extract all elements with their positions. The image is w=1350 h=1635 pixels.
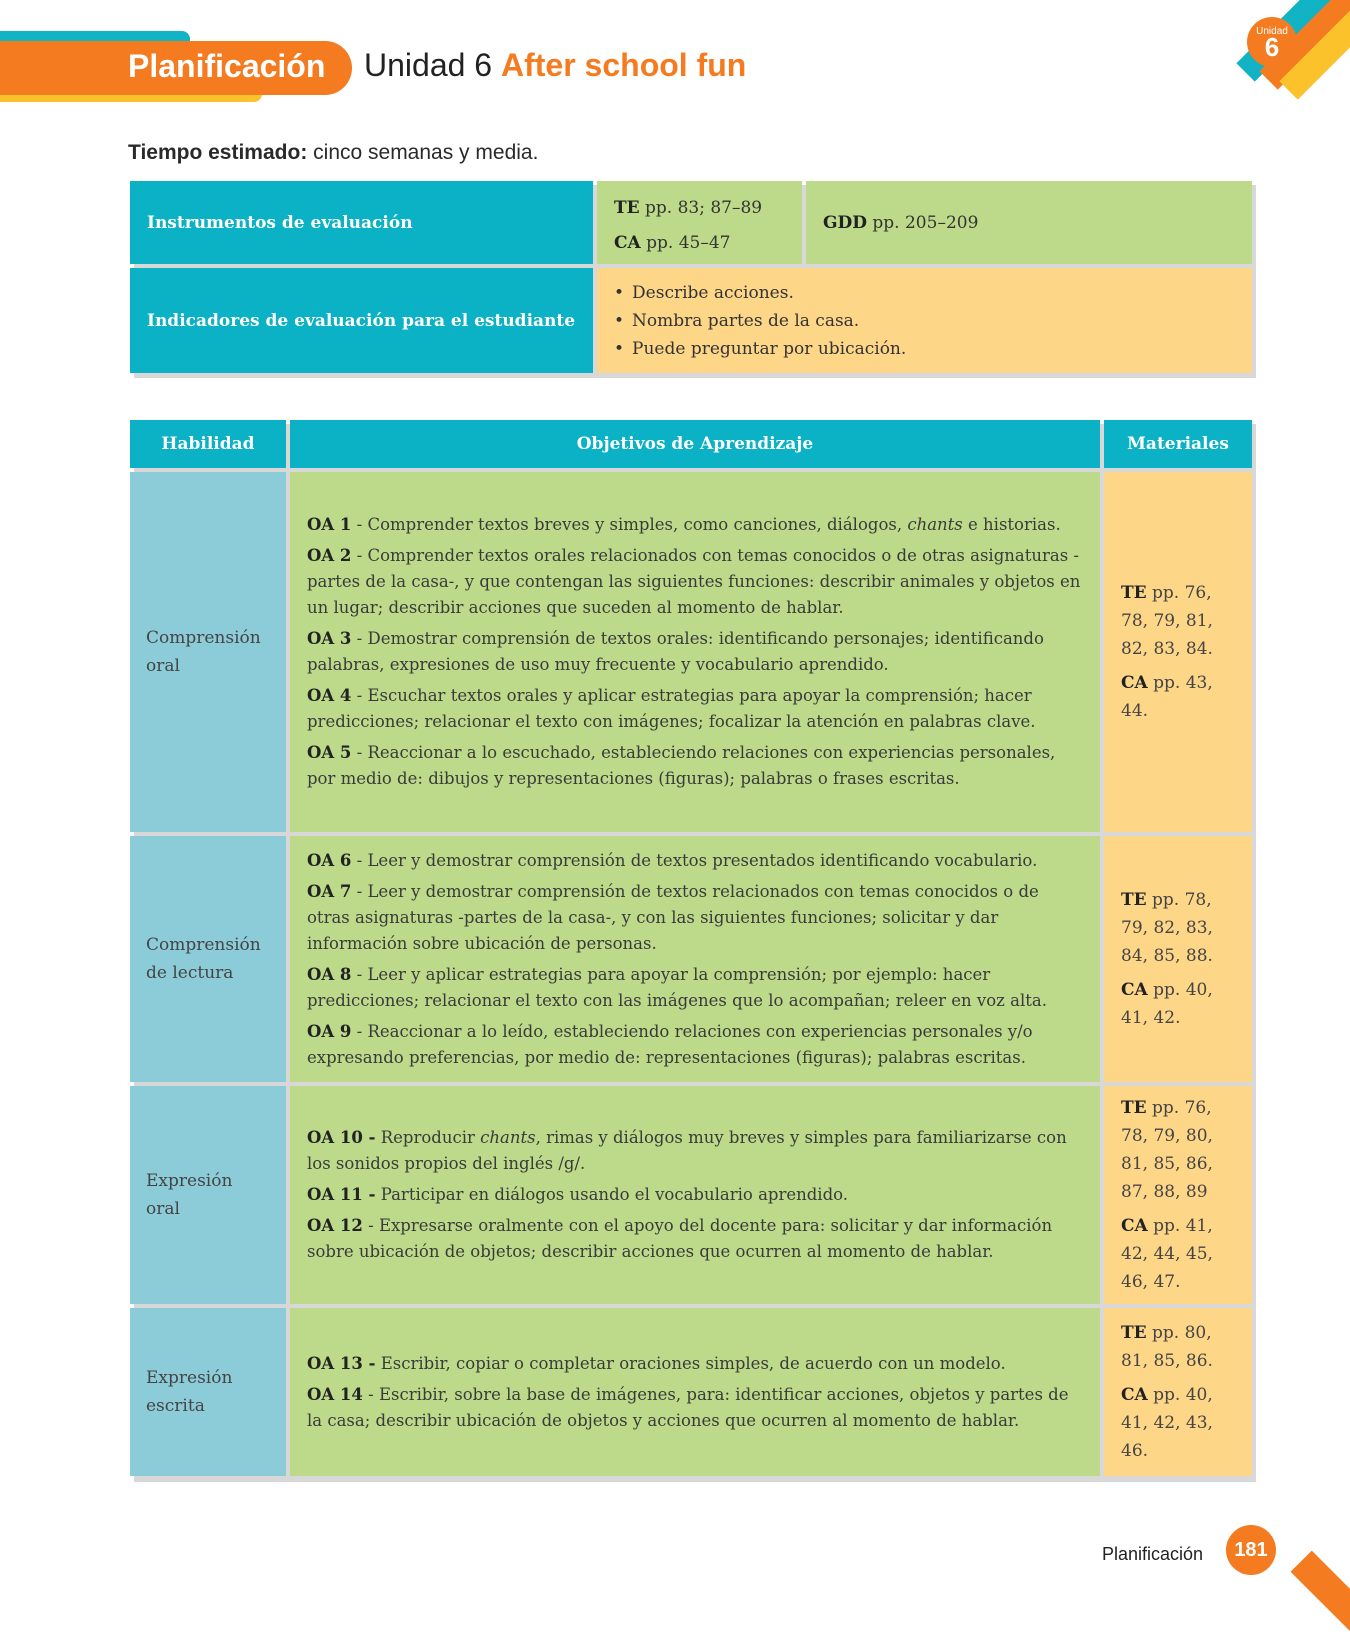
objective-text: - Reaccionar a lo escuchado, estableciendo relaciones con experiencias personales, por medio de: dibujos y representaciones (figuras); palabras o frases escritas. xyxy=(307,743,1056,788)
unit-badge xyxy=(1247,17,1297,67)
material-code: TE xyxy=(1121,890,1147,910)
objective-code: OA 8 xyxy=(307,964,352,984)
skill-expresion-oral xyxy=(130,1086,286,1304)
objective-text: - Demostrar comprensión de textos orales: identificando personajes; identificando palabras, expresiones de uso muy frecuente y vocabulario aprendido. xyxy=(307,629,1044,674)
objective-text: Participar en diálogos usando el vocabulario aprendido. xyxy=(375,1185,849,1204)
objectives-expresion-oral xyxy=(290,1086,1100,1304)
skill-line: Comprensión xyxy=(146,935,261,955)
objective-code: OA 14 xyxy=(307,1384,363,1404)
material-code: CA xyxy=(1121,1216,1148,1236)
indicadores-list-cell xyxy=(597,268,1252,373)
material-item xyxy=(1121,976,1242,1032)
estimated-time-value: cinco semanas y media. xyxy=(313,141,539,164)
instrumentos-label: Instrumentos de evaluación xyxy=(130,181,593,264)
instrumentos-te-ca xyxy=(597,181,802,264)
objective-item xyxy=(307,1351,1086,1377)
objective-text: - Comprender textos orales relacionados con temas conocidos o de otras asignaturas -partes de la casa-, y que contengan las siguientes funciones: describir animales y objetos en un lugar; describir acciones que suceden al momento de hablar. xyxy=(307,546,1081,617)
estimated-time xyxy=(128,141,538,165)
objective-code: OA 1 xyxy=(307,515,352,534)
section-title: Planificación xyxy=(128,48,326,84)
objective-item xyxy=(307,962,1086,1014)
objective-text: - Reaccionar a lo leído, estableciendo relaciones con experiencias personales y/o expresando preferencias, por medio de: representaciones (figuras); palabras escritas. xyxy=(307,1021,1033,1067)
unit-badge-label: Unidad xyxy=(1256,26,1288,37)
objective-code: OA 12 xyxy=(307,1216,363,1235)
materials-expresion-oral xyxy=(1104,1086,1252,1304)
header-habilidad: Habilidad xyxy=(130,420,286,468)
objective-text: Escribir, copiar o completar oraciones simples, de acuerdo con un modelo. xyxy=(375,1353,1006,1373)
objective-item xyxy=(307,683,1086,735)
header-objetivos: Objetivos de Aprendizaje xyxy=(290,420,1100,468)
objective-code: OA 9 xyxy=(307,1021,352,1041)
material-item xyxy=(1121,886,1242,970)
objective-text: - Leer y aplicar estrategias para apoyar la comprensión; por ejemplo: hacer predicciones; relacionar el texto con las imágenes que lo acompañan; releer en voz alta. xyxy=(307,964,1047,1010)
unit-prefix: Unidad 6 xyxy=(364,47,493,83)
objective-italic: chants xyxy=(480,1128,536,1147)
material-item xyxy=(1121,669,1242,725)
objective-code: OA 7 xyxy=(307,881,352,901)
indicadores-list xyxy=(614,279,906,363)
material-pages: pp. 80, 81, 85, 86. xyxy=(1121,1323,1213,1371)
footer-label: Planificación xyxy=(1102,1544,1204,1564)
materials-comprension-oral xyxy=(1104,472,1252,832)
skill-line: Comprensión xyxy=(146,628,261,648)
objective-item xyxy=(307,543,1086,621)
material-code: CA xyxy=(1121,673,1148,693)
objective-code: OA 10 - xyxy=(307,1128,376,1147)
objective-text: - Escuchar textos orales y aplicar estrategias para apoyar la comprensión; hacer predicciones; relacionar el texto con imágenes; focalizar la atención en palabras clave. xyxy=(307,686,1036,731)
objectives-comprension-oral xyxy=(290,472,1100,832)
material-code: TE xyxy=(1121,1323,1147,1343)
estimated-time-label: Tiempo estimado: xyxy=(128,141,308,164)
materials-comprension-lectura xyxy=(1104,836,1252,1082)
unit-badge-number: 6 xyxy=(1264,32,1280,62)
skill-line: de lectura xyxy=(146,963,234,983)
material-pages: pp. 76, 78, 79, 80, 81, 85, 86, 87, 88, 89 xyxy=(1121,1098,1213,1202)
skill-line: Expresión xyxy=(146,1368,233,1388)
unit-title xyxy=(364,47,746,84)
material-item xyxy=(1121,1319,1242,1375)
skill-expresion-escrita xyxy=(130,1308,286,1476)
objective-italic: chants xyxy=(907,515,963,534)
ca-pages: pp. 45–47 xyxy=(646,233,731,253)
objective-text: - Leer y demostrar comprensión de textos relacionados con temas conocidos o de otras asignaturas -partes de la casa-, y con las siguientes funciones; solicitar y dar información sobre ubicación de personas. xyxy=(307,881,1039,953)
skill-line: oral xyxy=(146,656,180,676)
objective-item xyxy=(307,848,1086,874)
header-materiales: Materiales xyxy=(1104,420,1252,468)
material-code: CA xyxy=(1121,1385,1148,1405)
material-pages: pp. 40, 41, 42. xyxy=(1121,980,1213,1028)
objective-text: - Leer y demostrar comprensión de textos presentados identificando vocabulario. xyxy=(351,850,1038,870)
unit-name: After school fun xyxy=(500,47,747,83)
material-code: TE xyxy=(1121,1098,1147,1118)
te-code: TE xyxy=(614,198,640,218)
objective-text: - Escribir, sobre la base de imágenes, para: identificar acciones, objetos y partes de la casa; describir ubicación de objetos y acciones que ocurren al momento de hablar. xyxy=(307,1384,1069,1430)
indicador-item: • Describe acciones. xyxy=(614,279,906,307)
ca-code: CA xyxy=(614,233,641,253)
skill-line: oral xyxy=(146,1199,180,1219)
footer-orange-stripe xyxy=(1291,1551,1350,1635)
indicadores-label: Indicadores de evaluación para el estudiante xyxy=(130,268,593,373)
objective-item xyxy=(307,1382,1086,1434)
skill-line: Expresión xyxy=(146,1171,233,1191)
objective-code: OA 13 - xyxy=(307,1353,376,1373)
objective-item xyxy=(307,626,1086,678)
indicador-item: • Puede preguntar por ubicación. xyxy=(614,335,906,363)
material-pages: pp. 76, 78, 79, 81, 82, 83, 84. xyxy=(1121,583,1213,659)
indicador-item: • Nombra partes de la casa. xyxy=(614,307,906,335)
gdd-pages: pp. 205–209 xyxy=(872,212,979,233)
objective-text-rest: , rimas y diálogos muy breves y simples para familiarizarse con los sonidos propios del inglés /g/. xyxy=(307,1128,1067,1173)
skill-comprension-oral xyxy=(130,472,286,832)
materials-expresion-escrita xyxy=(1104,1308,1252,1476)
objective-text: Reproducir xyxy=(375,1128,481,1147)
te-pages: pp. 83; 87–89 xyxy=(645,198,763,218)
objective-code: OA 2 xyxy=(307,546,352,565)
objective-item xyxy=(307,1125,1086,1177)
section-banner xyxy=(0,41,352,95)
material-pages: pp. 43, 44. xyxy=(1121,673,1213,721)
material-code: CA xyxy=(1121,980,1148,1000)
material-item xyxy=(1121,579,1242,663)
material-item xyxy=(1121,1212,1242,1296)
material-pages: pp. 41, 42, 44, 45, 46, 47. xyxy=(1121,1216,1213,1292)
objective-item xyxy=(307,1213,1086,1265)
objectives-expresion-escrita xyxy=(290,1308,1100,1476)
objectives-comprension-lectura xyxy=(290,836,1100,1082)
objective-code: OA 4 xyxy=(307,686,352,705)
objective-item xyxy=(307,1019,1086,1071)
objective-text: - Comprender textos breves y simples, como canciones, diálogos, xyxy=(351,515,908,534)
objective-code: OA 6 xyxy=(307,850,352,870)
material-code: TE xyxy=(1121,583,1147,603)
objective-text: - Expresarse oralmente con el apoyo del docente para: solicitar y dar información sobre ubicación de objetos; describir acciones que ocurren al momento de hablar. xyxy=(307,1216,1053,1261)
objective-code: OA 5 xyxy=(307,743,352,762)
objective-code: OA 11 - xyxy=(307,1185,376,1204)
gdd-code: GDD xyxy=(823,212,868,233)
objective-text-rest: e historias. xyxy=(962,515,1061,534)
material-pages: pp. 40, 41, 42, 43, 46. xyxy=(1121,1385,1213,1461)
page-number: 181 xyxy=(1226,1525,1276,1575)
material-pages: pp. 78, 79, 82, 83, 84, 85, 88. xyxy=(1121,890,1213,966)
material-item xyxy=(1121,1381,1242,1465)
objective-code: OA 3 xyxy=(307,629,352,648)
objective-item xyxy=(307,1182,1086,1208)
skill-line: escrita xyxy=(146,1396,205,1416)
objective-item xyxy=(307,879,1086,957)
skill-comprension-lectura xyxy=(130,836,286,1082)
objective-item xyxy=(307,512,1086,538)
objective-item xyxy=(307,740,1086,792)
material-item xyxy=(1121,1094,1242,1206)
instrumentos-gdd xyxy=(806,181,1252,264)
